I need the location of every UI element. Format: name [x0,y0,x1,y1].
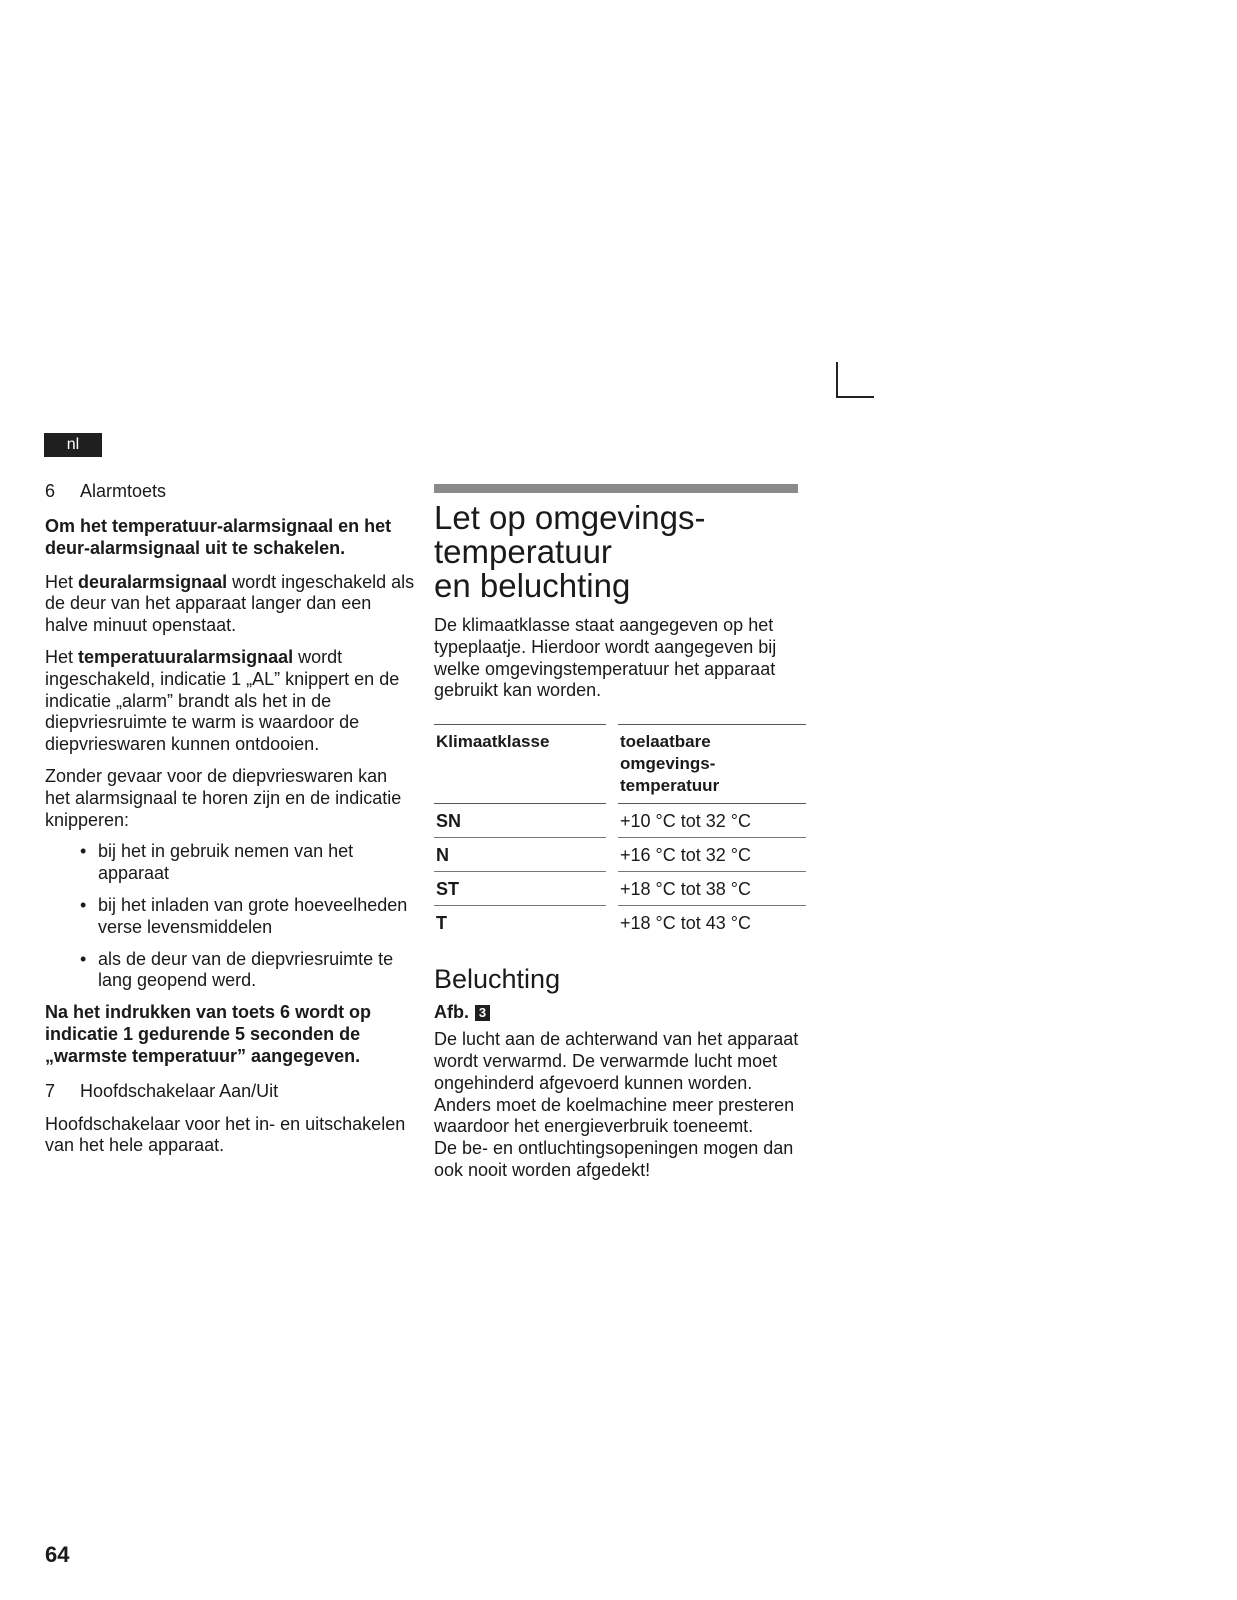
language-badge: nl [44,433,102,457]
item-7-number: 7 [45,1080,56,1101]
cell-gap [606,906,618,940]
section-title-line-1: Let op omgevings- [434,499,706,536]
cell-gap [606,804,618,838]
climate-class-table [434,724,806,939]
section-title [434,501,804,603]
item-6-number: 6 [45,481,56,501]
page-number: 64 [45,1542,70,1567]
header-temp-line-2: omgevings- [620,754,716,774]
header-temp-line-1: toelaatbare [620,732,711,752]
climate-class-cell: T [436,913,447,934]
item-6-heading [45,480,415,502]
cell-gap [606,872,618,906]
list-item: • als de deur van de diepvriesruimte te lang geopend werd. [80,949,415,993]
temp-alarm-term: temperatuuralarmsignaal [78,646,294,667]
beluchting-title: Beluchting [434,964,561,995]
beluchting-text: De lucht aan de achterwand van het apparaat wordt verwarmd. De verwarmde lucht moet ongehinderd afgevoerd kunnen worden. Anders moet de koelmachine meer presteren waardoor het energieverbruik toeneemt. [434,1029,799,1137]
table-row [434,838,806,872]
door-alarm-paragraph [45,572,415,637]
item-6-title: Alarmtoets [80,481,167,501]
header-temperature [618,725,806,804]
temp-alarm-paragraph [45,647,415,756]
item-7-heading [45,1080,415,1102]
after-press-paragraph: Na het indrukken van toets 6 wordt op indicatie 1 gedurende 5 seconden de „warmste temperatuur” aangegeven. [45,1002,372,1066]
climate-class-cell: ST [434,872,606,906]
header-class: Klimaatklasse [434,725,606,804]
beluchting-warning: De be- en ontluchtingsopeningen mogen dan ook nooit worden afgedekt! [434,1138,794,1180]
right-column [434,484,804,1182]
temperature-cell: +18 °C tot 43 °C [620,913,751,934]
left-column [45,480,415,1157]
list-item: • bij het in gebruik nemen van het apparaat [80,841,415,885]
temperature-cell: +10 °C tot 32 °C [618,804,806,838]
figure-number-badge: 3 [475,1005,490,1021]
item-7-title: Hoofdschakelaar Aan/Uit [80,1080,279,1101]
table-row [434,804,806,838]
header-gap [606,725,618,804]
alarm-bullet-list [80,841,415,992]
door-alarm-pre: Het [45,571,79,592]
climate-intro: De klimaatklasse staat aangegeven op het typeplaatje. Hierdoor wordt aangegeven bij welke omgevingstemperatuur het apparaat gebruikt kan worden. [434,615,777,701]
temp-alarm-pre: Het [45,646,79,667]
temperature-cell: +18 °C tot 38 °C [618,872,806,906]
temp-alarm-post: wordt ingeschakeld, indicatie 1 „AL” knippert en de indicatie „alarm” brandt als het in de diepvriesruimte te warm is waardoor de diepvrieswaren kunnen ontdooien. [45,646,400,755]
section-title-line-3: en beluchting [434,567,631,604]
section-header-bar [434,484,798,493]
table-header-row [434,725,806,804]
door-alarm-term: deuralarmsignaal [78,571,228,592]
crop-mark [836,362,874,398]
climate-class-cell: SN [434,804,606,838]
temperature-cell: +16 °C tot 32 °C [618,838,806,872]
no-danger-paragraph: Zonder gevaar voor de diepvrieswaren kan het alarmsignaal te horen zijn en de indicatie knipperen: [45,765,402,830]
cell-gap [606,838,618,872]
table-row [434,906,806,940]
item-7-text: Hoofdschakelaar voor het in- en uitschakelen van het hele apparaat. [45,1113,406,1156]
list-item: • bij het inladen van grote hoeveelheden verse levensmiddelen [80,895,415,939]
item-6-intro: Om het temperatuur-alarmsignaal en het deur-alarmsignaal uit te schakelen. [45,516,392,558]
table-row [434,872,806,906]
figure-label: Afb. [434,1002,469,1023]
figure-reference [434,1001,804,1023]
section-title-line-2: temperatuur [434,533,612,570]
header-temp-line-3: temperatuur [620,776,720,796]
door-alarm-post: wordt ingeschakeld als de deur van het apparaat langer dan een halve minuut openstaat. [45,571,415,636]
climate-class-cell: N [434,838,606,872]
